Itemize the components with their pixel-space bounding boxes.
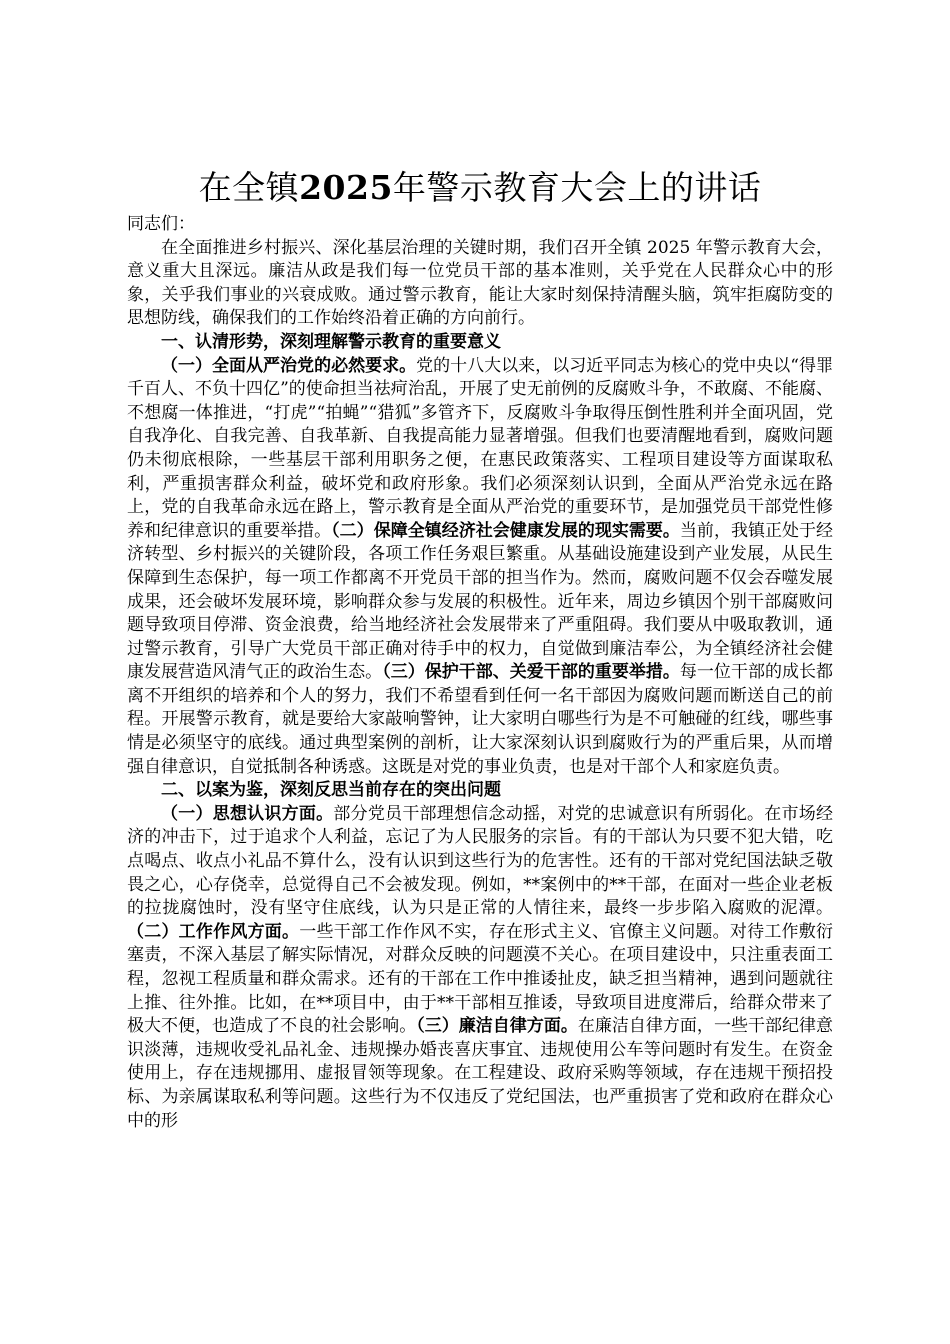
section-1-point-2-text: 当前，我镇正处于经济转型、乡村振兴的关键阶段，各项工作任务艰巨繁重。从基础设施建设到产业发展，从民生保障到生态保护，每一项工作都离不开党员干部的担当作为。然而，腐败问题不仅会吞噬发展成果，还会破坏发展环境，影响群众参与发展的积极性。近年来，周边乡镇因个别干部腐败问题导致项目停滞、资金浪费，给当地经济社会发展带来了严重阻碍。我们要从中吸取教训，通过警示教育，引导广大党员干部正确对待手中的权力，自觉做到廉洁奉公，为全镇经济社会健康发展营造风清气正的政治生态。	[127, 520, 834, 683]
section-2-point-3-text: 在廉洁自律方面，一些干部纪律意识淡薄，违规收受礼品礼金、违规操办婚丧喜庆事宜、违规使用公车等问题时有发生。在资金使用上，存在违规挪用、虚报冒领等现象。在工程建设、政府采购等领域，存在违规干预招投标、为亲属谋取私利等问题。这些行为不仅违反了党纪国法，也严重损害了党和政府在群众心中的形	[127, 1016, 834, 1131]
section-1-point-1-text: 党的十八大以来，以习近平同志为核心的党中央以“得罪千百人、不负十四亿”的使命担当祛疴治乱，开展了史无前例的反腐败斗争，不敢腐、不能腐、不想腐一体推进，“打虎”“拍蝇”“猎狐”多管齐下，反腐败斗争取得压倒性胜利并全面巩固，党自我净化、自我完善、自我革新、自我提高能力显著增强。但我们也要清醒地看到，腐败问题仍未彻底根除，一些基层干部利用职务之便，在惠民政策落实、工程项目建设等方面谋取私利，严重损害群众利益，破坏党和政府形象。我们必须深刻认识到，全面从严治党永远在路上，党的自我革命永远在路上，警示教育是全面从严治党的重要环节，是加强党员干部党性修养和纪律意识的重要举措。	[127, 355, 833, 541]
section-1-point-3-text: 每一位干部的成长都离不开组织的培养和个人的努力，我们不希望看到任何一名干部因为腐败问题而断送自己的前程。开展警示教育，就是要给大家敲响警钟，让大家明白哪些行为是不可触碰的红线，哪些事情是必须坚守的底线。通过典型案例的剖析，让大家深刻认识到腐败行为的严重后果，从而增强自律意识，自觉抵制各种诱惑。这既是对党的事业负责，也是对干部个人和家庭负责。	[127, 662, 834, 777]
section-2-heading: 二、以案为鉴，深刻反思当前存在的突出问题	[161, 780, 501, 801]
title-suffix: 年警示教育大会上的讲话	[392, 168, 762, 207]
section-1-point-3-label: （三）保护干部、关爱干部的重要举措。	[382, 662, 680, 683]
section-2-point-3-label: （三）廉洁自律方面。	[416, 1016, 578, 1037]
section-2-body	[127, 803, 833, 1133]
section-1-point-1-label: （一）全面从严治党的必然要求。	[161, 355, 417, 376]
section-1-point-2-label: （二）保障全镇经济社会健康发展的现实需要。	[331, 520, 680, 541]
section-1-body	[127, 355, 833, 780]
greeting: 同志们：	[127, 214, 195, 234]
document-title	[127, 166, 833, 210]
section-1-heading: 一、认清形势，深刻理解警示教育的重要意义	[161, 331, 501, 352]
section-2-point-1-label: （一）思想认识方面。	[161, 803, 334, 824]
section-2-point-2-text: 一些干部工作作风不实，存在形式主义、官僚主义问题。对待工作敷衍塞责，不深入基层了解实际情况，对群众反映的问题漠不关心。在项目建设中，只注重表面工程，忽视工程质量和群众需求。还有的干部在工作中推诿扯皮，缺乏担当精神，遇到问题就往上推、往外推。比如，在**项目中，由于**干部相互推诿，导致项目进度滞后，给群众带来了极大不便，也造成了不良的社会影响。	[127, 921, 833, 1037]
title-prefix: 在全镇	[198, 168, 300, 207]
section-2-point-2-label: （二）工作作风方面。	[127, 921, 300, 942]
title-year: 2025	[299, 168, 393, 207]
intro-paragraph: 在全面推进乡村振兴、深化基层治理的关键时期，我们召开全镇 2025 年警示教育大会，意义重大且深远。廉洁从政是我们每一位党员干部的基本准则，关乎党在人民群众心中的形象，关乎我们事业的兴衰成败。通过警示教育，能让大家时刻保持清醒头脑，筑牢拒腐防变的思想防线，确保我们的工作始终沿着正确的方向前行。	[127, 237, 833, 329]
section-2-point-1-text: 部分党员干部理想信念动摇，对党的忠诚意识有所弱化。在市场经济的冲击下，过于追求个人利益，忘记了为人民服务的宗旨。有的干部认为只要不犯大错，吃点喝点、收点小礼品不算什么，没有认识到这些行为的危害性。还有的干部对党纪国法缺乏敬畏之心，心存侥幸，总觉得自己不会被发现。例如，**案例中的**干部，在面对一些企业老板的拉拢腐蚀时，没有坚守住底线，认为只是正常的人情往来，最终一步步陷入腐败的泥潭。	[127, 803, 834, 919]
document-body	[127, 166, 833, 1133]
